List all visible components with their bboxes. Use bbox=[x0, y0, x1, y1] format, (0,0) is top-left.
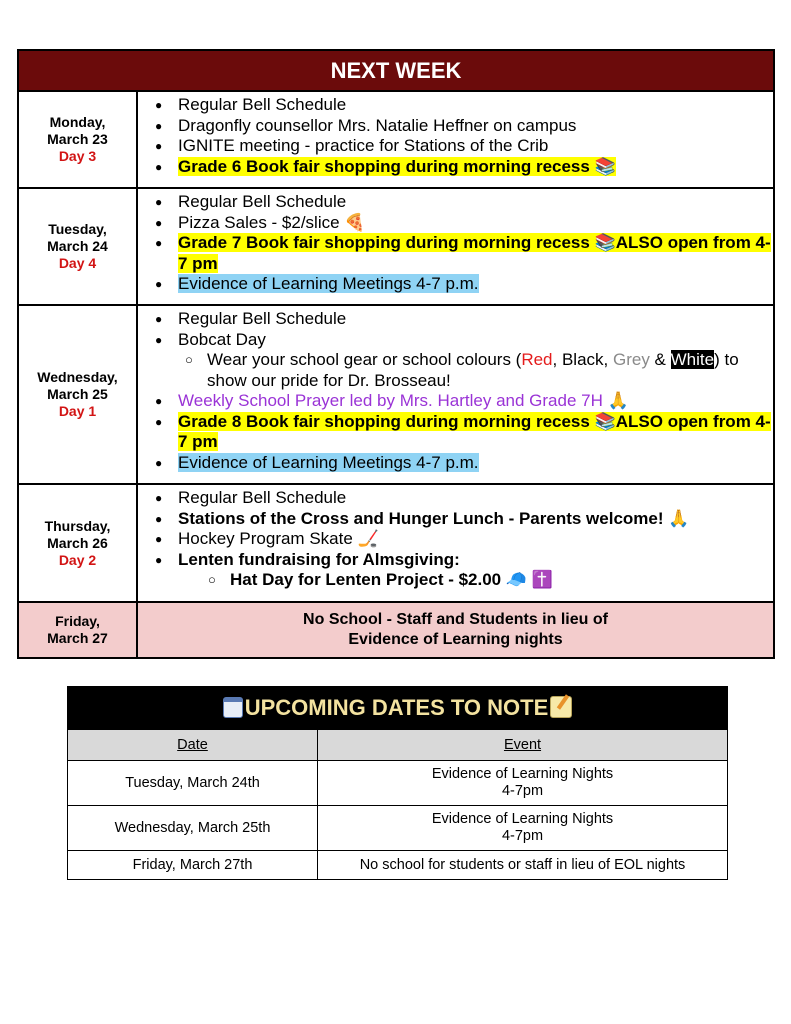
events-cell bbox=[137, 484, 774, 602]
date-label: March 23 bbox=[47, 131, 108, 147]
day-cell bbox=[18, 188, 137, 305]
table-row bbox=[68, 851, 728, 880]
event-item: ● Evidence of Learning Meetings 4-7 p.m. bbox=[178, 453, 773, 474]
weekday-label: Thursday, bbox=[44, 517, 111, 534]
praying-hands-icon: 🙏 bbox=[607, 391, 629, 411]
books-icon: 📚 bbox=[594, 233, 616, 253]
date-cell: Friday, March 27th bbox=[68, 851, 318, 880]
date-cell: Wednesday, March 25th bbox=[68, 806, 318, 851]
day-row-tuesday bbox=[18, 188, 774, 305]
event-item: ● IGNITE meeting - practice for Stations of the Crib bbox=[178, 136, 773, 157]
day-row-friday bbox=[18, 602, 774, 658]
day-cell bbox=[18, 305, 137, 484]
column-header-date: Date bbox=[68, 730, 318, 761]
weekday-label: Wednesday, bbox=[37, 369, 118, 385]
event-item: ● Lenten fundraising for Almsgiving: ○ Hat Day for Lenten Project - $2.00 🧢 ✝️ bbox=[178, 550, 773, 591]
date-label: March 27 bbox=[47, 630, 108, 646]
column-header-event: Event bbox=[318, 730, 728, 761]
books-icon: 📚 bbox=[594, 156, 616, 177]
day-row-monday bbox=[18, 91, 774, 188]
cross-icon: ✝️ bbox=[531, 570, 553, 590]
event-item: ● Regular Bell Schedule bbox=[178, 309, 773, 330]
pizza-icon: 🍕 bbox=[344, 212, 366, 233]
event-item: ● Hockey Program Skate 🏒 bbox=[178, 529, 773, 550]
weekday-label: Monday, bbox=[49, 114, 106, 130]
event-item: ● Bobcat Day ○ Wear your school gear or school colours (Red, Black, Grey & White) to show our pride for Dr. Brosseau! bbox=[178, 330, 773, 392]
event-item: ● Regular Bell Schedule bbox=[178, 488, 773, 509]
upcoming-title: UPCOMING DATES TO NOTE bbox=[68, 687, 728, 730]
next-week-title: NEXT WEEK bbox=[18, 50, 774, 91]
sub-event-item: ○ Hat Day for Lenten Project - $2.00 🧢 ✝️ bbox=[230, 570, 773, 591]
event-cell: No school for students or staff in lieu of EOL nights bbox=[318, 851, 728, 880]
day-number-label: Day 4 bbox=[58, 255, 97, 271]
memo-icon bbox=[550, 696, 572, 718]
event-item: ● Grade 7 Book fair shopping during morning recess 📚ALSO open from 4-7 pm bbox=[178, 233, 773, 274]
date-cell: Tuesday, March 24th bbox=[68, 761, 318, 806]
event-item: ● Dragonfly counsellor Mrs. Natalie Heffner on campus bbox=[178, 116, 773, 137]
praying-hands-icon: 🙏 bbox=[668, 508, 690, 529]
weekday-label: Tuesday, bbox=[48, 221, 107, 237]
books-icon: 📚 bbox=[594, 411, 616, 432]
day-number-label: Day 2 bbox=[58, 551, 97, 568]
event-item: ● Grade 8 Book fair shopping during morning recess 📚ALSO open from 4-7 pm bbox=[178, 412, 773, 453]
calendar-icon bbox=[223, 697, 243, 718]
event-item: ● Regular Bell Schedule bbox=[178, 192, 773, 213]
cap-icon: 🧢 bbox=[505, 570, 528, 590]
day-cell bbox=[18, 602, 137, 658]
day-number-label: Day 1 bbox=[58, 403, 97, 419]
date-label: March 24 bbox=[47, 238, 108, 254]
event-item: ● Evidence of Learning Meetings 4-7 p.m. bbox=[178, 274, 773, 295]
upcoming-dates-table bbox=[67, 686, 728, 880]
date-label: March 25 bbox=[47, 386, 108, 402]
weekday-label: Friday, bbox=[55, 613, 100, 629]
event-cell: Evidence of Learning Nights 4-7pm bbox=[318, 806, 728, 851]
event-item: ● Regular Bell Schedule bbox=[178, 95, 773, 116]
events-cell bbox=[137, 305, 774, 484]
day-cell bbox=[18, 91, 137, 188]
events-cell bbox=[137, 188, 774, 305]
day-row-thursday bbox=[18, 484, 774, 602]
day-cell bbox=[18, 484, 137, 602]
no-school-note: No School - Staff and Students in lieu of Evidence of Learning nights bbox=[137, 602, 774, 658]
date-label: March 26 bbox=[47, 534, 108, 551]
sub-event-item: ○ Wear your school gear or school colours (Red, Black, Grey & White) to show our pride for Dr. Brosseau! bbox=[207, 350, 773, 391]
event-item: ● Pizza Sales - $2/slice 🍕 bbox=[178, 213, 773, 234]
table-row bbox=[68, 761, 728, 806]
next-week-table bbox=[17, 49, 775, 659]
event-item: ● Weekly School Prayer led by Mrs. Hartley and Grade 7H 🙏 bbox=[178, 391, 773, 412]
table-row bbox=[68, 806, 728, 851]
day-number-label: Day 3 bbox=[58, 148, 97, 164]
event-item: ● Stations of the Cross and Hunger Lunch - Parents welcome! 🙏 bbox=[178, 509, 773, 530]
hockey-stick-icon: 🏒 bbox=[357, 529, 379, 549]
event-item: ● Grade 6 Book fair shopping during morning recess 📚 bbox=[178, 157, 773, 178]
event-cell: Evidence of Learning Nights 4-7pm bbox=[318, 761, 728, 806]
day-row-wednesday bbox=[18, 305, 774, 484]
events-cell bbox=[137, 91, 774, 188]
